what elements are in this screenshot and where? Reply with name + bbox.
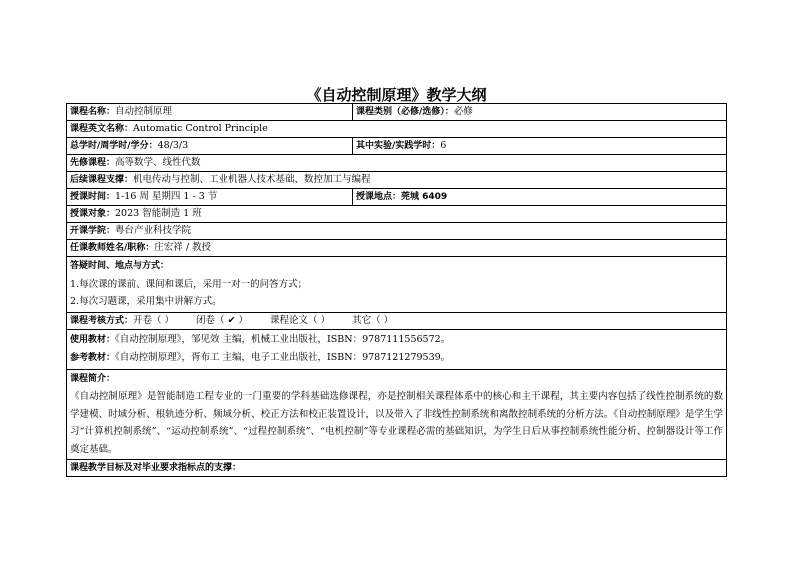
- row-qa: [67, 257, 727, 313]
- label: 其中实验/实践学时：: [356, 141, 441, 151]
- textbook: 《自动控制原理》，邹见效 主编，机械工业出版社，ISBN：9787111556572。: [115, 333, 451, 345]
- target-class: 2023 智能制造 1 班: [115, 208, 202, 219]
- label: 授课对象：: [70, 209, 116, 219]
- follow-courses: 机电传动与控制、工业机器人技术基础、数控加工与编程: [133, 174, 371, 185]
- syllabus-table: [66, 103, 727, 477]
- row-teacher: [67, 240, 727, 257]
- label: 使用教材：: [70, 334, 116, 345]
- label: 课程教学目标及对毕业要求指标点的支撑：: [70, 463, 242, 473]
- course-intro: 《自动控制原理》是智能制造工程专业的一门重要的学科基础选修课程，亦是控制相关课程体系中的核心和主干课程，其主要内容包括了线性控制系统的数学建模、时域分析、根轨迹分析、频域分析、校正方法和校正装置设计，以及带入了非线性控制系统和离散控制系统的分析方法。《自动控制原理》是学生学习“计算机控制系统”、“运动控制系统”、“过程控制系统”、“电机控制”等专业课程必需的基础知识，为学生日后从事控制系统性能分析、控制器设计等工作奠定基础。: [70, 391, 723, 455]
- exam-option: 开卷（ ）: [133, 314, 175, 326]
- document-title: 《自动控制原理》教学大纲: [306, 86, 487, 104]
- label: 授课地点：: [356, 192, 402, 202]
- course-category: 必修: [453, 106, 473, 117]
- row-intro: [67, 369, 727, 460]
- teaching-place: 莞城 6409: [401, 192, 448, 202]
- row-textbooks: [67, 329, 727, 369]
- prerequisites: 高等数学、线性代数: [115, 157, 201, 168]
- label: 总学时/周学时/学分：: [70, 141, 158, 151]
- label: 先修课程：: [70, 158, 116, 168]
- college: 粤台产业科技学院: [115, 225, 192, 236]
- row-target: [67, 206, 727, 223]
- label: 课程考核方式：: [70, 315, 134, 326]
- row-time: [67, 189, 727, 206]
- label: 课程名称：: [70, 107, 116, 117]
- label: 后续课程支撑：: [70, 175, 134, 185]
- label: 授课时间：: [70, 192, 116, 202]
- row-follow: [67, 172, 727, 189]
- exam-option: 其它（ ）: [352, 314, 394, 326]
- exam-option: 闭卷（ ✔ ）: [196, 314, 249, 326]
- lab-hours: 6: [440, 140, 447, 151]
- label: 课程简介：: [70, 373, 116, 384]
- row-prereq: [67, 155, 727, 172]
- course-name: 自动控制原理: [115, 106, 173, 117]
- label: 任课教师姓名/职称：: [70, 243, 155, 253]
- hours: 48/3/3: [157, 140, 189, 151]
- label: 开课学院：: [70, 226, 116, 236]
- label: 课程类别（必修/选修）：: [356, 107, 454, 117]
- qa-line: 1.每次课的课前、课间和课后，采用一对一的问答方式；: [70, 278, 308, 290]
- english-name: Automatic Control Principle: [133, 123, 268, 134]
- exam-option: 课程论文（ ）: [270, 314, 331, 326]
- row-college: [67, 223, 727, 240]
- reference-book: 《自动控制原理》，胥布工 主编，电子工业出版社，ISBN：9787121279539。: [115, 352, 451, 363]
- row-english-name: [67, 121, 727, 138]
- row-course-name: [67, 104, 727, 121]
- label: 答疑时间、地点与方式：: [70, 261, 170, 271]
- row-hours: [67, 138, 727, 155]
- teacher: 庄宏祥 / 教授: [154, 242, 212, 253]
- qa-line: 2.每次习题课，采用集中讲解方式。: [70, 296, 222, 307]
- label: 参考教材：: [70, 353, 116, 363]
- label: 课程英文名称：: [70, 124, 134, 134]
- row-exam: [67, 312, 727, 329]
- row-objectives: [67, 460, 727, 477]
- teaching-time: 1-16 周 星期四 1 - 3 节: [115, 191, 218, 202]
